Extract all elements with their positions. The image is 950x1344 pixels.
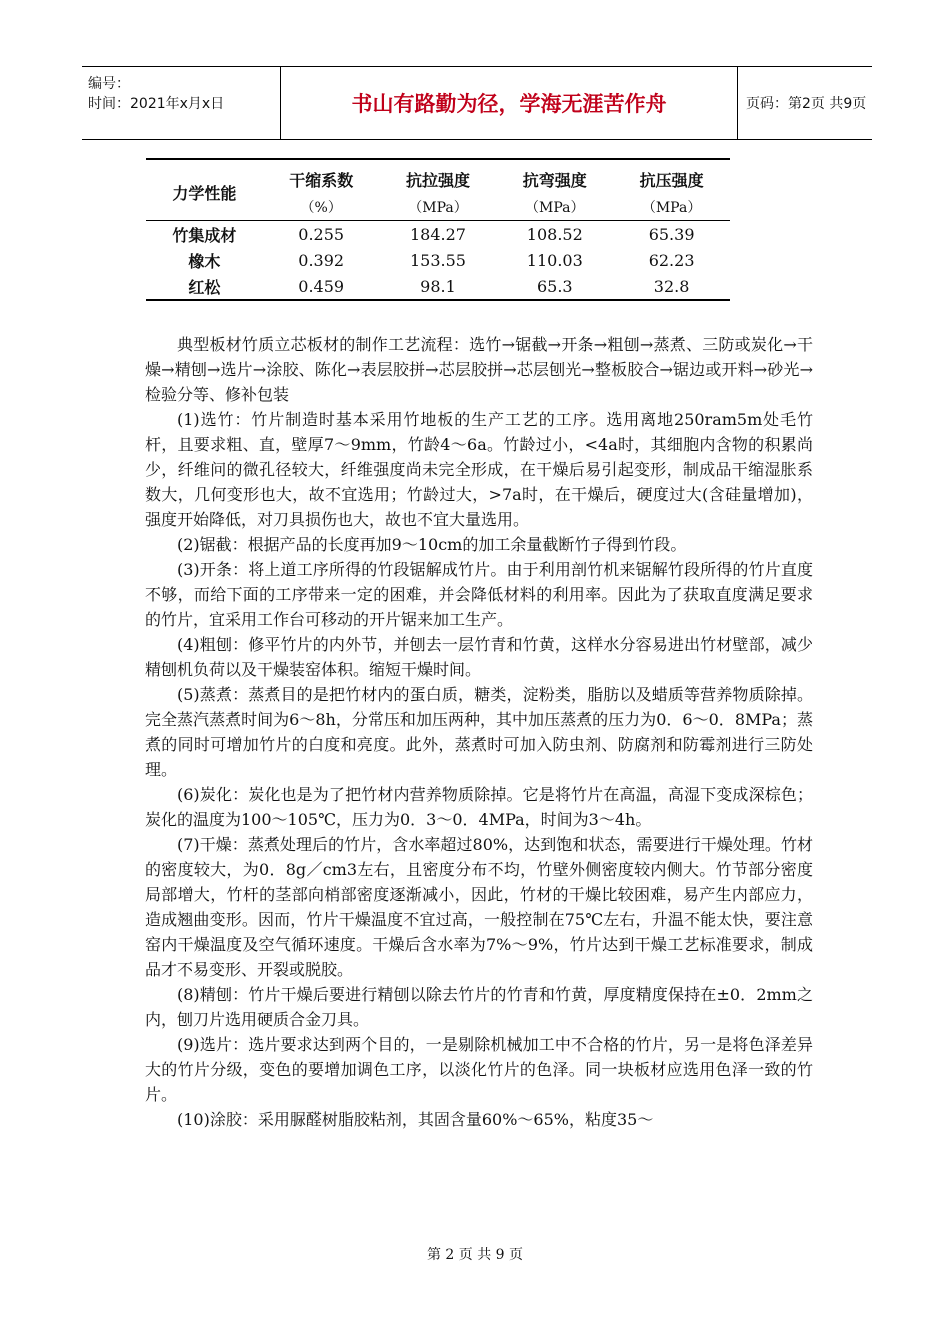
column-header: 抗压强度 xyxy=(613,159,730,194)
row-header: 力学性能 xyxy=(146,159,263,221)
cell: 184.27 xyxy=(410,224,466,244)
cell: 32.8 xyxy=(613,273,730,300)
paragraph: 典型板材竹质立芯板材的制作工艺流程：选竹→锯截→开条→粗刨→蒸煮、三防或炭化→干燥→精刨→选片→涂胶、陈化→表层胶拼→芯层胶拼→芯层刨光→整板胶合→锯边或开料→砂光→检验分等、修补包装 xyxy=(145,335,813,404)
page-header xyxy=(82,66,872,140)
paragraph: (6)炭化：炭化也是为了把竹材内营养物质除掉。它是将竹片在高温，高湿下变成深棕色；炭化的温度为100～105℃，压力为0．3～0．4MPa，时间为3～4h。 xyxy=(145,785,813,829)
paragraph: (9)选片：选片要求达到两个目的，一是剔除机械加工中不合格的竹片，另一是将色泽差异大的竹片分级，变色的要增加调色工序，以淡化竹片的色泽。同一块板材应选用色泽一致的竹片。 xyxy=(145,1035,813,1104)
column-unit: （%） xyxy=(263,194,380,221)
paragraph: (7)干燥：蒸煮处理后的竹片，含水率超过80%，达到饱和状态，需要进行干燥处理。竹材的密度较大，为0．8g／cm3左右，且密度分布不均，竹壁外侧密度较内侧大。竹节部分密度局部增大，竹杆的茎部向梢部密度逐渐减小，因此，竹材的干燥比较困难，易产生内部应力，造成翘曲变形。因而，竹片干燥温度不宜过高，一般控制在75℃左右，升温不能太快，要注意窑内干燥温度及空气循环速度。干燥后含水率为7%～9%，竹片达到干燥工艺标准要求，制成品才不易变形、开裂或脱胶。 xyxy=(145,835,813,979)
page-footer: 第 2 页 共 9 页 xyxy=(426,1247,524,1263)
row-label: 红松 xyxy=(146,273,263,300)
cell: 0.255 xyxy=(298,224,345,244)
column-unit: （MPa） xyxy=(496,194,613,221)
page-label: 页码：第2页 共9页 xyxy=(746,96,867,112)
body-text xyxy=(145,332,813,1132)
cell: 0.459 xyxy=(263,273,380,300)
cell: 108.52 xyxy=(526,224,583,244)
motto: 书山有路勤为径，学海无涯苦作舟 xyxy=(280,67,738,139)
table-row xyxy=(146,221,730,248)
cell: 110.03 xyxy=(526,250,583,270)
paragraph: (3)开条：将上道工序所得的竹段锯解成竹片。由于利用剖竹机来锯解竹段所得的竹片直度不够，而给下面的工序带来一定的困难，并会降低材料的利用率。因此为了获取直度满足要求的竹片，宜采用工作台可移动的开片锯来加工生产。 xyxy=(145,560,813,629)
column-header: 抗拉强度 xyxy=(380,159,497,194)
cell: 62.23 xyxy=(648,250,695,270)
number-label: 编号： xyxy=(88,76,130,92)
cell: 98.1 xyxy=(380,273,497,300)
table-row xyxy=(146,247,730,273)
column-header: 干缩系数 xyxy=(263,159,380,194)
paragraph: (10)涂胶：采用脲醛树脂胶粘剂，其固含量60%～65%，粘度35～ xyxy=(177,1110,654,1129)
mechanical-properties-table xyxy=(146,158,730,301)
cell: 65.3 xyxy=(496,273,613,300)
paragraph: (2)锯截：根据产品的长度再加9～10cm的加工余量截断竹子得到竹段。 xyxy=(177,535,687,554)
row-label: 橡木 xyxy=(188,251,221,271)
column-header: 抗弯强度 xyxy=(496,159,613,194)
row-label: 竹集成材 xyxy=(172,225,237,245)
time-label: 时间：2021年x月x日 xyxy=(88,96,225,112)
paragraph: (5)蒸煮：蒸煮目的是把竹材内的蛋白质，糖类，淀粉类，脂肪以及蜡质等营养物质除掉。完全蒸汽蒸煮时间为6～8h，分常压和加压两种，其中加压蒸煮的压力为0．6～0．8MPa；蒸煮的同时可增加竹片的白度和亮度。此外，蒸煮时可加入防虫剂、防腐剂和防霉剂进行三防处理。 xyxy=(145,685,813,779)
cell: 65.39 xyxy=(648,224,695,244)
paragraph: (4)粗刨：修平竹片的内外节，并刨去一层竹青和竹黄，这样水分容易进出竹材壁部，减少精刨机负荷以及干燥装窑体积。缩短干燥时间。 xyxy=(145,635,813,679)
paragraph: (8)精刨：竹片干燥后要进行精刨以除去竹片的竹青和竹黄，厚度精度保持在±0．2mm之内，刨刀片选用硬质合金刀具。 xyxy=(145,985,813,1029)
paragraph: (1)选竹：竹片制造时基本采用竹地板的生产工艺的工序。选用离地250ram5m处毛竹杆，且要求粗、直，壁厚7～9mm，竹龄4～6a。竹龄过小，<4a时，其细胞内含物的积累尚少，纤维问的微孔径较大，纤维强度尚未完全形成，在干燥后易引起变形，制成品干缩湿胀系数大，几何变形也大，故不宜选用；竹龄过大，>7a时，在干燥后，硬度过大(含硅量增加)，强度开始降低，对刀具损伤也大，故也不宜大量选用。 xyxy=(145,410,813,529)
cell: 0.392 xyxy=(298,250,345,270)
column-unit: （MPa） xyxy=(380,194,497,221)
table-row xyxy=(146,273,730,300)
column-unit: （MPa） xyxy=(613,194,730,221)
table-header-row xyxy=(146,159,730,194)
cell: 153.55 xyxy=(410,250,466,270)
header-left xyxy=(82,67,274,139)
